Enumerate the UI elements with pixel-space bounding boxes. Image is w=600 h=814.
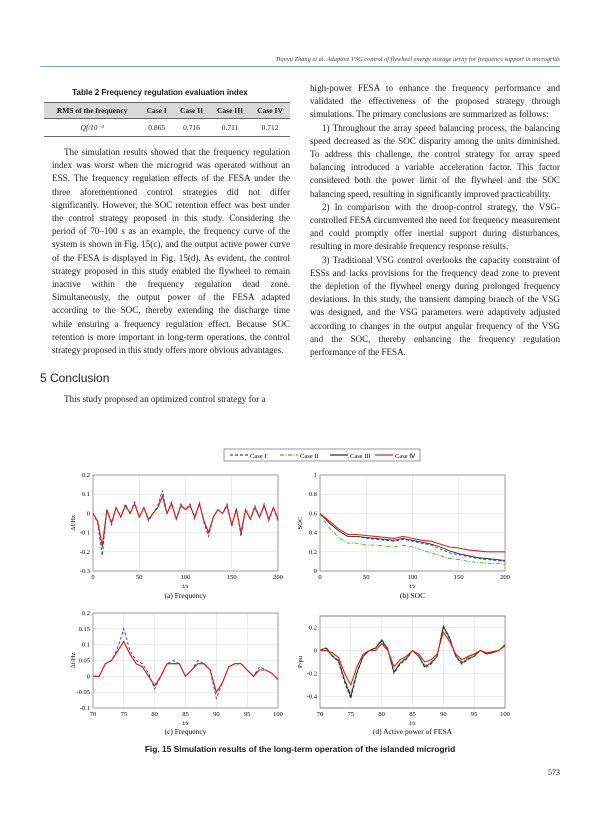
subfigure-caption: (c) Frequency — [164, 727, 207, 736]
table-header: Case III — [210, 103, 250, 119]
x-tick-label: 50 — [136, 574, 143, 581]
x-axis-label: t/s — [409, 720, 416, 727]
table-header: Case II — [173, 103, 210, 119]
table-row — [44, 119, 290, 137]
x-tick-label: 95 — [470, 711, 478, 718]
y-axis-label: P/pu — [297, 656, 304, 668]
y-tick-label: 0 — [86, 510, 90, 518]
y-tick-label: 0.6 — [308, 510, 317, 518]
table-caption: Table 2 Frequency regulation evaluation index — [72, 88, 248, 97]
y-tick-label: -0.1 — [79, 705, 90, 712]
x-tick-label: 85 — [409, 711, 416, 718]
x-tick-label: 70 — [316, 711, 324, 718]
y-tick-label: 0.15 — [78, 625, 90, 633]
x-tick-label: 75 — [347, 711, 355, 718]
y-tick-label: -0.2 — [79, 548, 90, 556]
y-tick-label: 0.2 — [81, 610, 90, 617]
x-axis-label: t/s — [182, 720, 189, 727]
y-tick-label: 0.2 — [308, 548, 317, 556]
legend-label: Case II — [300, 453, 319, 460]
body-paragraph: 3) Traditional VSG control overlooks the capacity constraint of ESSs and lacks provisions for the frequency dead zone to prevent the depletion of the flywheel energy during prolonged frequency deviations. In this study, the transient damping branch of the VSG was designed, and the VSG parameters were adaptively adjusted according to changes in the output angular frequency of the VSG and the SOC, thereby enhancing the frequency regulation performance of the FESA. — [310, 254, 560, 358]
y-tick-label: 0.1 — [81, 491, 90, 499]
y-tick-label: 1 — [313, 472, 317, 479]
x-tick-label: 90 — [440, 711, 447, 718]
x-tick-label: 90 — [213, 711, 220, 718]
table-header: Case IV — [250, 103, 290, 119]
y-tick-label: -0.3 — [79, 568, 90, 575]
legend-label: Case Ⅳ — [395, 453, 416, 460]
x-tick-label: 200 — [500, 574, 510, 581]
y-tick-label: -0.05 — [76, 689, 90, 697]
subfigure-caption: (b) SOC — [399, 591, 426, 600]
subfigure-caption: (d) Active power of FESA — [372, 727, 453, 736]
x-axis-label: t/s — [182, 583, 189, 590]
x-axis-label: t/s — [409, 583, 416, 590]
x-tick-label: 100 — [407, 574, 418, 581]
table-cell: 0.712 — [250, 119, 290, 137]
x-tick-label: 85 — [182, 711, 189, 718]
y-tick-label: 0 — [86, 673, 90, 681]
y-tick-label: -0.4 — [306, 693, 317, 701]
figure-15 — [0, 438, 600, 738]
x-tick-label: 50 — [363, 574, 370, 581]
y-tick-label: -0.1 — [79, 529, 90, 537]
section-heading: 5 Conclusion — [40, 371, 110, 385]
y-axis-label: Δf/Hz — [70, 515, 77, 531]
x-tick-label: 80 — [151, 711, 158, 718]
table-header: Case I — [140, 103, 173, 119]
y-tick-label: 0.2 — [308, 624, 317, 632]
body-paragraph: 1) Throughout the array speed balancing process, the balancing speed decreased as the SOC disparity among the units diminished. To address this challenge, the control strategy for array speed balancing introduced a variable acceleration factor. This factor considered both the power limit of the flywheel and the SOC balancing speed, resulting in significantly improved practicability. — [310, 122, 560, 199]
left-column — [52, 146, 290, 357]
body-paragraph: The simulation results showed that the frequency regulation index was worst when the microgrid was operated without an ESS. The frequency regulation effects of the FESA under the three aforementioned control strategies did not differ significantly. However, the SOC retention effect was best under the control strategy proposed in this study. Considering the period of 70–100 s as an example, the frequency curve of the system is shown in Fig. 15(c), and the output active power curve of the FESA is displayed in Fig. 15(d). As evident, the control strategy proposed in this study enabled the flywheel to remain inactive within the frequency regulation dead zone. Simultaneously, the output power of the FESA adapted according to the SOC, thereby extending the discharge time while ensuring a frequency regulation effect. Because SOC retention is more important in long-term operations, the control strategy proposed in this study offers more obvious advantages. — [52, 147, 290, 356]
x-tick-label: 100 — [180, 574, 191, 581]
legend-label: Case III — [350, 453, 371, 460]
y-tick-label: -0.2 — [306, 670, 317, 678]
x-tick-label: 150 — [453, 574, 464, 581]
legend-label: Case I — [250, 453, 267, 460]
y-tick-label: 0.1 — [81, 641, 90, 649]
page-number: 573 — [548, 768, 560, 777]
table-cell: 0.711 — [210, 119, 250, 137]
x-tick-label: 200 — [273, 574, 283, 581]
x-tick-label: 80 — [378, 711, 385, 718]
body-paragraph: high-power FESA to enhance the frequency performance and validated the effectiveness of the proposed strategy through simulations. The primary conclusions are summarized as follows: — [310, 83, 560, 120]
right-column — [310, 82, 560, 359]
x-tick-label: 100 — [273, 711, 283, 718]
body-paragraph: 2) In comparison with the droop-control strategy, the VSG-controlled FESA circumvented the need for frequency measurement and could promptly offer inertial support during disturbances, resulting in more desirable frequency response results. — [310, 201, 560, 252]
x-tick-label: 95 — [243, 711, 251, 718]
y-tick-label: 0.2 — [81, 472, 90, 479]
x-tick-label: 0 — [91, 574, 95, 581]
x-tick-label: 0 — [318, 574, 322, 581]
y-axis-label: SOC — [297, 516, 304, 530]
y-tick-label: 0.8 — [308, 491, 317, 499]
subfigure-caption: (a) Frequency — [164, 591, 207, 600]
y-tick-label: 0.05 — [78, 657, 90, 665]
table-header: RMS of the frequency — [44, 103, 140, 119]
figure-caption: Fig. 15 Simulation results of the long-term operation of the islanded microgrid — [144, 744, 456, 754]
table-cell: 0.865 — [140, 119, 173, 137]
running-header: Tianyu Zhang et al. Adaptive VSG control of flywheel energy storage array for frequency support in microgrids — [275, 56, 560, 63]
y-tick-label: 0.4 — [308, 529, 317, 537]
table-header-row — [44, 103, 290, 119]
x-tick-label: 75 — [120, 711, 128, 718]
table-row-label: Qf/10⁻³ — [44, 119, 140, 137]
x-tick-label: 150 — [226, 574, 237, 581]
table-cell: 0.716 — [173, 119, 210, 137]
y-tick-label: 0 — [313, 568, 317, 575]
y-tick-label: 0 — [313, 647, 317, 655]
conclusion-intro-block — [52, 393, 290, 406]
evaluation-table — [44, 102, 290, 137]
y-axis-label: Δf/Hz — [70, 652, 77, 669]
header-rule — [40, 66, 560, 67]
body-paragraph: This study proposed an optimized control strategy for a — [64, 394, 266, 404]
x-tick-label: 70 — [89, 711, 97, 718]
x-tick-label: 100 — [500, 711, 510, 718]
